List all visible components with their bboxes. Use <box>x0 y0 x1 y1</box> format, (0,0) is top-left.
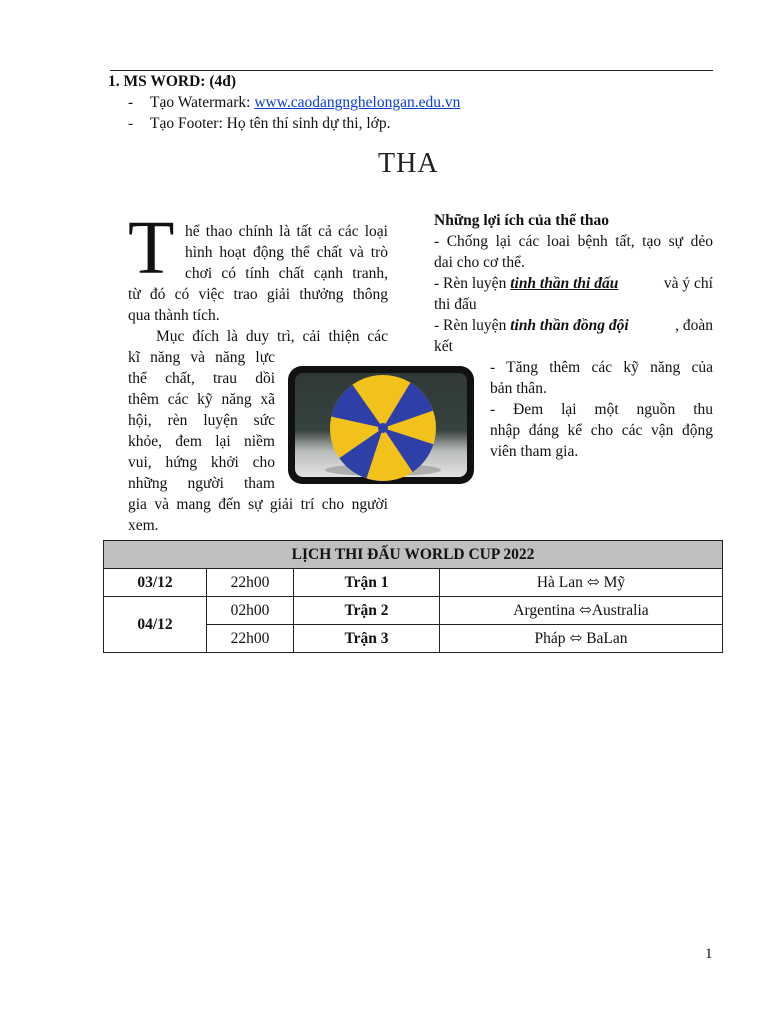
article-line: thể chất, trau dồi <box>128 370 275 387</box>
article-line: vui, hứng khởi cho <box>128 454 275 471</box>
benefit-line: dai cho cơ thể. <box>434 254 525 271</box>
task-heading: 1. MS WORD: (4đ) <box>108 73 237 90</box>
task-item-label: Tạo Footer: Họ tên thí sinh dự thi, lớp. <box>150 115 391 132</box>
article-line: những người tham <box>128 475 275 492</box>
benefit-line: - Chống lại các loai bệnh tất, tạo sự dẻo <box>434 233 713 250</box>
teams-cell: Pháp ⬄ BaLan <box>440 625 723 653</box>
benefit-line <box>434 273 713 294</box>
benefit-text: , đoàn <box>675 317 713 334</box>
ball-photo <box>295 373 467 477</box>
article-line: chơi có tính chất cạnh tranh, <box>185 265 388 282</box>
top-rule <box>110 70 713 71</box>
benefit-emphasis: tinh thần thi đấu <box>510 275 619 292</box>
benefit-text: - Rèn luyện <box>434 275 511 292</box>
article-line: hình hoạt động thể chất và trò <box>185 244 388 261</box>
bullet-dash: - <box>128 94 134 111</box>
table-row <box>104 597 723 625</box>
article-line: xem. <box>128 517 159 534</box>
article-line: hội, rèn luyện sức <box>128 412 275 429</box>
benefit-line: kết <box>434 338 453 355</box>
benefit-text: - Rèn luyện <box>434 317 511 334</box>
wordart-title: THA <box>378 148 439 179</box>
teams-cell: Hà Lan ⬄ Mỹ <box>440 569 723 597</box>
table-header-row <box>104 541 723 569</box>
task-item-label: Tạo Watermark: <box>150 94 255 111</box>
bullet-dash: - <box>128 115 134 132</box>
benefit-line <box>434 315 713 336</box>
article-line: gia và mang đến sự giải trí cho người <box>128 496 388 513</box>
article-line: thêm các kỹ năng xã <box>128 391 275 408</box>
article-line: Mục đích là duy trì, cải thiện các <box>156 328 388 345</box>
article-line: hể thao chính là tất cả các loại <box>185 223 388 240</box>
article-line: kĩ năng và năng lực <box>128 349 275 366</box>
benefit-emphasis: tinh thần đồng đội <box>510 317 629 334</box>
date-cell: 03/12 <box>104 569 207 597</box>
article-line: từ đó có việc trao giải thưởng thông <box>128 286 388 303</box>
time-cell: 02h00 <box>207 597 294 625</box>
benefits-heading: Những lợi ích của thể thao <box>434 212 610 229</box>
benefit-line: bản thân. <box>490 380 547 397</box>
ball-image-frame <box>288 366 474 484</box>
drop-cap: T <box>128 206 175 290</box>
time-cell: 22h00 <box>207 569 294 597</box>
table-title: LỊCH THI ĐẤU WORLD CUP 2022 <box>104 541 723 569</box>
teams-cell: Argentina ⬄Australia <box>440 597 723 625</box>
benefit-text: và ý chí <box>663 275 713 292</box>
benefit-line: nhập đáng kể cho các vận động <box>490 422 713 439</box>
article-line: qua thành tích. <box>128 307 220 324</box>
benefit-line: - Tăng thêm các kỹ năng của <box>490 359 713 376</box>
time-cell: 22h00 <box>207 625 294 653</box>
benefit-line: viên tham gia. <box>490 443 579 460</box>
match-cell: Trận 3 <box>294 625 440 653</box>
task-item-footer <box>128 115 390 133</box>
benefit-line: - Đem lại một nguồn thu <box>490 401 713 418</box>
match-cell: Trận 1 <box>294 569 440 597</box>
beach-ball-icon <box>295 373 467 477</box>
schedule-table <box>103 540 723 653</box>
article-line: khỏe, đem lại niềm <box>128 433 275 450</box>
benefit-line: thi đấu <box>434 296 477 313</box>
watermark-link[interactable]: www.caodangnghelongan.edu.vn <box>254 94 461 111</box>
table-row <box>104 569 723 597</box>
page-number: 1 <box>705 946 713 962</box>
match-cell: Trận 2 <box>294 597 440 625</box>
task-item-watermark <box>128 94 460 112</box>
date-cell: 04/12 <box>104 597 207 653</box>
